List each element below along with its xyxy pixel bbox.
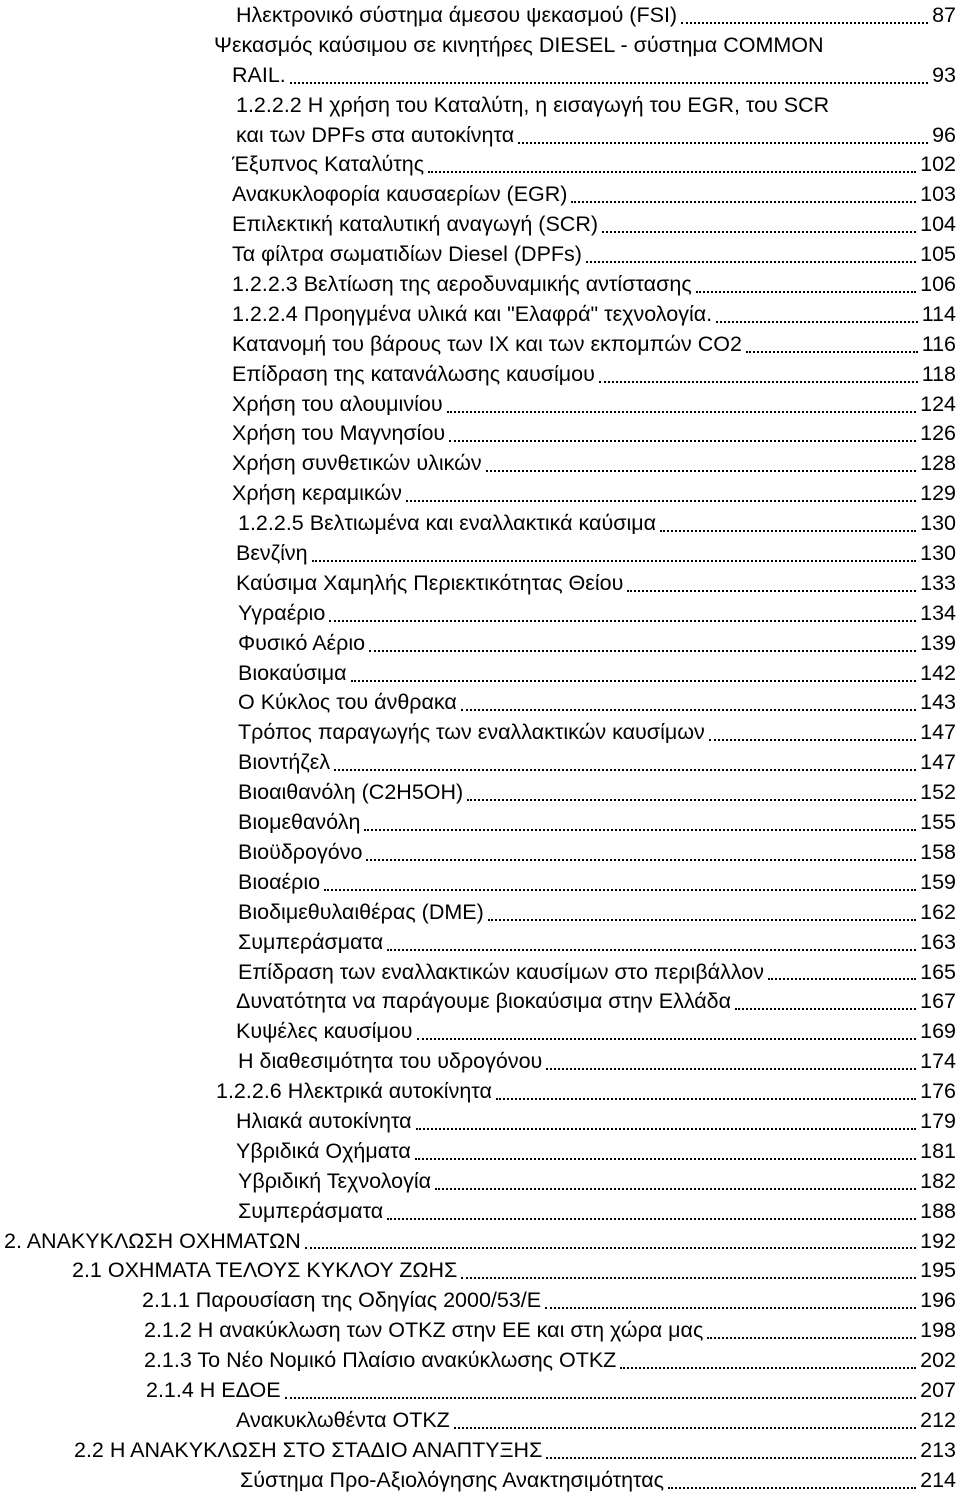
toc-entry-page-number: 198 xyxy=(920,1318,956,1343)
dot-leader xyxy=(415,1158,916,1160)
toc-entry[interactable] xyxy=(0,629,960,659)
dot-leader xyxy=(364,829,916,831)
toc-entry-title: Υβριδικά Οχήματα xyxy=(236,1138,411,1163)
dot-leader xyxy=(488,919,916,921)
toc-entry-title: Ανακυκλωθέντα ΟΤΚΖ xyxy=(236,1407,450,1432)
toc-entry-page-number: 130 xyxy=(920,511,956,536)
toc-entry-page-number: 134 xyxy=(920,600,956,625)
toc-entry-page-number: 124 xyxy=(920,391,956,416)
dot-leader xyxy=(387,949,916,951)
toc-entry[interactable] xyxy=(0,91,960,121)
toc-entry-title: RAIL. xyxy=(232,62,286,87)
toc-entry-title: Επιλεκτική καταλυτική αναγωγή (SCR) xyxy=(232,212,599,237)
dot-leader xyxy=(660,530,916,532)
toc-entry-page-number: 169 xyxy=(920,1019,956,1044)
toc-entry-page-number: 143 xyxy=(920,690,956,715)
toc-entry-title: Υβριδική Τεχνολογία xyxy=(238,1168,432,1193)
toc-entry-page-number: 182 xyxy=(920,1168,956,1193)
toc-entry-title: Υγραέριο xyxy=(238,600,326,625)
toc-entry-page-number: 142 xyxy=(920,660,956,685)
dot-leader xyxy=(599,381,918,383)
toc-entry-page-number: 114 xyxy=(921,301,956,326)
dot-leader xyxy=(447,411,917,413)
dot-leader xyxy=(387,1218,916,1220)
toc-entry-title: Ηλιακά αυτοκίνητα xyxy=(236,1108,412,1133)
toc-entry-title: Φυσικό Αέριο xyxy=(238,630,366,655)
toc-entry-page-number: 162 xyxy=(920,899,956,924)
toc-entry-title: Επίδραση της κατανάλωσης καυσίμου xyxy=(232,361,595,386)
toc-entry-title: Κατανομή του βάρους των ΙΧ και των εκπομπών CO2 xyxy=(232,331,742,356)
toc-entry-page-number: 133 xyxy=(920,570,956,595)
toc-entry[interactable] xyxy=(0,509,960,539)
toc-entry-title: Βιοντήζελ xyxy=(238,750,331,775)
toc-entry[interactable] xyxy=(0,180,960,210)
dot-leader xyxy=(620,1367,916,1369)
toc-entry[interactable] xyxy=(0,1047,960,1077)
dot-leader xyxy=(416,1128,917,1130)
toc-entry-title: Σύστημα Προ-Αξιολόγησης Ανακτησιμότητας xyxy=(240,1467,665,1492)
toc-entry[interactable] xyxy=(0,1167,960,1197)
toc-entry-title: Βιομεθανόλη xyxy=(238,810,361,835)
toc-entry-title: Χρήση του Μαγνησίου xyxy=(232,421,446,446)
dot-leader xyxy=(428,171,916,173)
toc-entry[interactable] xyxy=(0,270,960,300)
toc-entry-title: Βενζίνη xyxy=(236,541,308,566)
dot-leader xyxy=(312,560,916,562)
toc-entry-page-number: 181 xyxy=(920,1138,956,1163)
toc-entry-title: 1.2.2.4 Προηγμένα υλικά και "Ελαφρά" τεχνολογία. xyxy=(232,301,713,326)
dot-leader xyxy=(351,680,917,682)
toc-entry-page-number: 163 xyxy=(920,929,956,954)
toc-entry-title: Ψεκασμός καύσιμου σε κινητήρες DIESEL - σύστημα COMMON xyxy=(214,32,824,57)
toc-entry-page-number: 102 xyxy=(920,152,956,177)
toc-entry-title: 2.1.4 Η ΕΔΟΕ xyxy=(146,1377,281,1402)
toc-entry-page-number: 174 xyxy=(920,1049,956,1074)
toc-entry-page-number: 202 xyxy=(920,1348,956,1373)
toc-entry[interactable] xyxy=(0,1316,960,1346)
dot-leader xyxy=(546,1457,916,1459)
toc-entry[interactable] xyxy=(0,838,960,868)
dot-leader xyxy=(435,1188,916,1190)
toc-entry-title: Ηλεκτρονικό σύστημα άμεσου ψεκασμού (FSI) xyxy=(236,3,678,27)
toc-entry[interactable] xyxy=(0,121,960,151)
toc-entry-page-number: 212 xyxy=(920,1407,956,1432)
toc-entry-page-number: 213 xyxy=(920,1437,956,1462)
dot-leader xyxy=(324,889,916,891)
toc-entry-page-number: 105 xyxy=(920,242,956,267)
toc-entry-page-number: 207 xyxy=(920,1377,956,1402)
toc-entry[interactable] xyxy=(0,928,960,958)
dot-leader xyxy=(709,739,916,741)
toc-entry-title: Βιοαιθανόλη (C2H5OH) xyxy=(238,780,464,805)
toc-entry[interactable] xyxy=(0,898,960,928)
toc-entry-page-number: 96 xyxy=(932,122,956,147)
dot-leader xyxy=(467,799,916,801)
toc-entry[interactable] xyxy=(0,330,960,360)
toc-entry[interactable] xyxy=(0,1,960,31)
toc-entry[interactable] xyxy=(0,539,960,569)
toc-entry-title: Κυψέλες καυσίμου xyxy=(236,1019,413,1044)
dot-leader xyxy=(716,321,918,323)
toc-entry-title: Η διαθεσιμότητα του υδρογόνου xyxy=(238,1049,543,1074)
toc-entry-title: Επίδραση των εναλλακτικών καυσίμων στο περιβάλλον xyxy=(238,959,764,984)
dot-leader xyxy=(329,620,916,622)
toc-entry[interactable] xyxy=(0,360,960,390)
toc-entry-page-number: 130 xyxy=(920,541,956,566)
toc-entry-page-number: 176 xyxy=(920,1079,956,1104)
dot-leader xyxy=(290,82,928,84)
dot-leader xyxy=(369,650,916,652)
toc-entry[interactable] xyxy=(0,1256,960,1286)
toc-entry[interactable] xyxy=(0,599,960,629)
toc-entry-page-number: 192 xyxy=(920,1228,956,1253)
toc-entry[interactable] xyxy=(0,987,960,1017)
toc-entry[interactable] xyxy=(0,778,960,808)
toc-entry-page-number: 147 xyxy=(920,750,956,775)
dot-leader xyxy=(571,201,916,203)
dot-leader xyxy=(696,291,916,293)
toc-entry-title: Καύσιμα Χαμηλής Περιεκτικότητας Θείου xyxy=(236,570,624,595)
toc-entry[interactable] xyxy=(0,61,960,91)
toc-entry[interactable] xyxy=(0,449,960,479)
toc-entry-title: 2.1.1 Παρουσίαση της Οδηγίας 2000/53/Ε xyxy=(142,1288,542,1313)
toc-entry-page-number: 167 xyxy=(920,989,956,1014)
dot-leader xyxy=(461,1277,916,1279)
toc-entry[interactable] xyxy=(0,300,960,330)
toc-entry-page-number: 165 xyxy=(920,959,956,984)
toc-entry-title: και των DPFs στα αυτοκίνητα xyxy=(236,122,515,147)
toc-entry-title: Έξυπνος Καταλύτης xyxy=(232,152,425,177)
toc-entry-page-number: 158 xyxy=(920,839,956,864)
dot-leader xyxy=(366,859,916,861)
toc-entry-page-number: 155 xyxy=(920,810,956,835)
toc-entry[interactable] xyxy=(0,1286,960,1316)
toc-entry[interactable] xyxy=(0,958,960,988)
toc-entry-page-number: 188 xyxy=(920,1198,956,1223)
toc-entry-title: 1.2.2.5 Βελτιωμένα και εναλλακτικά καύσιμα xyxy=(238,511,657,536)
toc-entry-page-number: 87 xyxy=(932,3,956,27)
toc-entry[interactable] xyxy=(0,479,960,509)
toc-entry-title: Βιοαέριο xyxy=(238,869,321,894)
toc-entry-title: Τα φίλτρα σωματιδίων Diesel (DPFs) xyxy=(232,242,582,267)
toc-entry-title: 2.1 ΟΧΗΜΑΤΑ ΤΕΛΟΥΣ ΚΥΚΛΟΥ ΖΩΗΣ xyxy=(72,1258,458,1283)
toc-entry-page-number: 93 xyxy=(932,62,956,87)
toc-entry-page-number: 152 xyxy=(920,780,956,805)
dot-leader xyxy=(545,1307,916,1309)
toc-entry[interactable] xyxy=(0,390,960,420)
toc-entry[interactable] xyxy=(0,748,960,778)
toc-entry[interactable] xyxy=(0,150,960,180)
toc-entry-title: Δυνατότητα να παράγουμε βιοκαύσιμα στην Ελλάδα xyxy=(236,989,732,1014)
dot-leader xyxy=(735,1008,916,1010)
toc-entry[interactable] xyxy=(0,868,960,898)
toc-entry[interactable] xyxy=(0,808,960,838)
toc-entry[interactable] xyxy=(0,1406,960,1436)
toc-entry-title: 1.2.2.6 Ηλεκτρικά αυτοκίνητα xyxy=(216,1079,492,1104)
dot-leader xyxy=(768,978,916,980)
toc-entry-page-number: 139 xyxy=(920,630,956,655)
toc-entry-page-number: 126 xyxy=(920,421,956,446)
toc-entry-page-number: 147 xyxy=(920,720,956,745)
toc-entry[interactable] xyxy=(0,1137,960,1167)
dot-leader xyxy=(496,1098,916,1100)
toc-entry[interactable] xyxy=(0,1077,960,1107)
toc-entry-title: 2. ΑΝΑΚΥΚΛΩΣΗ ΟΧΗΜΑΤΩΝ xyxy=(4,1228,301,1253)
table-of-contents xyxy=(0,1,960,1496)
toc-entry[interactable] xyxy=(0,718,960,748)
dot-leader xyxy=(449,440,916,442)
toc-entry-title: 1.2.2.2 Η χρήση του Καταλύτη, η εισαγωγή του EGR, του SCR xyxy=(236,92,830,117)
toc-entry-title: 1.2.2.3 Βελτίωση της αεροδυναμικής αντίστασης xyxy=(232,272,692,297)
dot-leader xyxy=(305,1247,916,1249)
toc-entry-page-number: 116 xyxy=(921,331,956,356)
toc-entry[interactable] xyxy=(0,240,960,270)
toc-entry-title: Βιοκαύσιμα xyxy=(238,660,347,685)
toc-entry[interactable] xyxy=(0,1346,960,1376)
toc-entry[interactable] xyxy=(0,1017,960,1047)
toc-entry[interactable] xyxy=(0,1107,960,1137)
toc-entry[interactable] xyxy=(0,1466,960,1496)
toc-entry-title: Ο Κύκλος του άνθρακα xyxy=(238,690,457,715)
toc-entry-title: Συμπεράσματα xyxy=(238,929,384,954)
toc-entry[interactable] xyxy=(0,659,960,689)
toc-entry-title: Τρόπος παραγωγής των εναλλακτικών καυσίμων xyxy=(238,720,705,745)
dot-leader xyxy=(406,500,916,502)
toc-entry-page-number: 195 xyxy=(920,1258,956,1283)
toc-entry-title: 2.2 Η ΑΝΑΚΥΚΛΩΣΗ ΣΤΟ ΣΤΑΔΙΟ ΑΝΑΠΤΥΞΗΣ xyxy=(74,1437,543,1462)
toc-entry-page-number: 128 xyxy=(920,451,956,476)
toc-entry[interactable] xyxy=(0,1436,960,1466)
toc-entry-page-number: 159 xyxy=(920,869,956,894)
dot-leader xyxy=(518,142,928,144)
dot-leader xyxy=(417,1038,917,1040)
toc-entry-page-number: 179 xyxy=(920,1108,956,1133)
toc-entry-page-number: 103 xyxy=(920,182,956,207)
dot-leader xyxy=(285,1397,917,1399)
toc-entry[interactable] xyxy=(0,569,960,599)
toc-entry-page-number: 104 xyxy=(920,212,956,237)
toc-entry-title: Ανακυκλοφορία καυσαερίων (EGR) xyxy=(232,182,568,207)
toc-entry-page-number: 214 xyxy=(920,1467,956,1492)
toc-entry[interactable] xyxy=(0,1227,960,1257)
toc-entry-page-number: 129 xyxy=(920,481,956,506)
toc-entry-title: Βιοϋδρογόνο xyxy=(238,839,363,864)
toc-entry[interactable] xyxy=(0,210,960,240)
toc-entry-page-number: 196 xyxy=(920,1288,956,1313)
toc-entry-title: Χρήση του αλουμινίου xyxy=(232,391,443,416)
dot-leader xyxy=(627,590,916,592)
dot-leader xyxy=(586,261,916,263)
dot-leader xyxy=(746,351,918,353)
dot-leader xyxy=(546,1068,916,1070)
toc-entry-title: Συμπεράσματα xyxy=(238,1198,384,1223)
toc-entry[interactable] xyxy=(0,1376,960,1406)
toc-entry[interactable] xyxy=(0,419,960,449)
toc-entry[interactable] xyxy=(0,1197,960,1227)
toc-entry-page-number: 118 xyxy=(921,361,956,386)
dot-leader xyxy=(454,1427,916,1429)
toc-entry-title: Χρήση συνθετικών υλικών xyxy=(232,451,482,476)
toc-entry[interactable] xyxy=(0,688,960,718)
dot-leader xyxy=(681,22,928,24)
toc-entry-title: Χρήση κεραμικών xyxy=(232,481,402,506)
dot-leader xyxy=(334,769,916,771)
dot-leader xyxy=(461,709,916,711)
dot-leader xyxy=(486,470,917,472)
dot-leader xyxy=(707,1337,916,1339)
toc-entry-title: 2.1.3 Το Νέο Νομικό Πλαίσιο ανακύκλωσης ΟΤΚΖ xyxy=(144,1348,617,1373)
toc-entry-title: 2.1.2 Η ανακύκλωση των ΟΤΚΖ στην ΕΕ και στη χώρα μας xyxy=(144,1318,704,1343)
dot-leader xyxy=(668,1487,916,1489)
toc-entry-page-number: 106 xyxy=(920,272,956,297)
toc-entry-title: Βιοδιμεθυλαιθέρας (DME) xyxy=(238,899,484,924)
dot-leader xyxy=(602,231,916,233)
toc-entry[interactable] xyxy=(0,31,960,61)
